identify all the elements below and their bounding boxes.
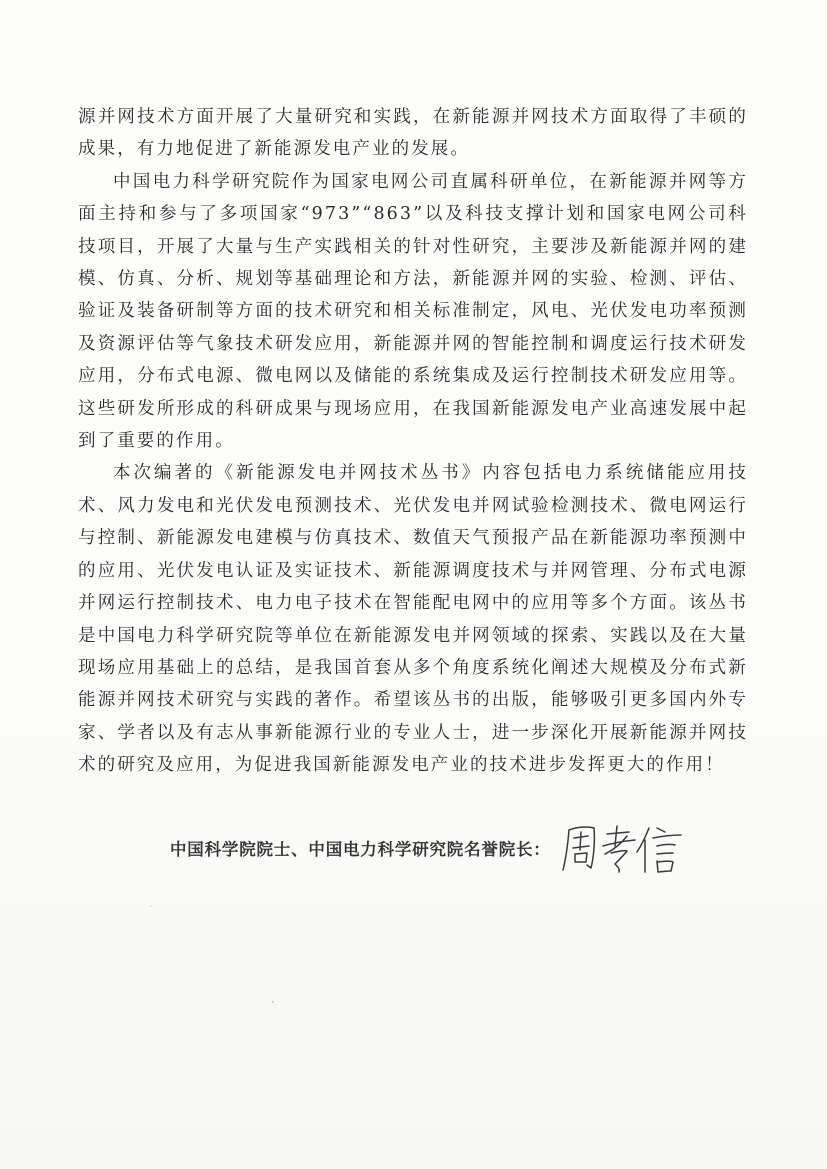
signatory-title: 中国科学院院士、中国电力科学研究院名誉院长： [170, 840, 551, 859]
paragraph-book-series: 本次编著的《新能源发电并网技术丛书》内容包括电力系统储能应用技术、风力发电和光伏发电预测技术、光伏发电并网试验检测技术、微电网运行与控制、新能源发电建模与仿真技术、数值天气预报产品在新能源功率预测中的应用、光伏发电认证及实证技术、新能源调度技术与并网管理、分布式电源并网运行控制技术、电力电子技术在智能配电网中的应用等多个方面。该丛书是中国电力科学研究院等单位在新能源发电并网领域的探索、实践以及在大量现场应用基础上的总结，是我国首套从多个角度系统化阐述大规模及分布式新能源并网技术研究与实践的著作。希望该丛书的出版，能够吸引更多国内外专家、学者以及有志从事新能源行业的专业人士，进一步深化开展新能源并网技术的研究及应用，为促进我国新能源发电产业的技术进步发挥更大的作用！ [78, 463, 748, 776]
paragraph-institute: 中国电力科学研究院作为国家电网公司直属科研单位，在新能源并网等方面主持和参与了多项国家“973”“863”以及科技支撑计划和国家电网公司科技项目，开展了大量与生产实践相关的针对性研究，主要涉及新能源并网的建模、仿真、分析、规划等基础理论和方法，新能源并网的实验、检测、评估、验证及装备研制等方面的技术研究和相关标准制定，风电、光伏发电功率预测及资源评估等气象技术研发应用，新能源并网的智能控制和调度运行技术研发应用，分布式电源、微电网以及储能的系统集成及运行控制技术研发应用等。这些研发所形成的科研成果与现场应用，在我国新能源发电产业高速发展中起到了重要的作用。 [78, 171, 748, 452]
paper-speck [150, 905, 152, 907]
preface-body [78, 101, 748, 782]
paper-speck [272, 1001, 274, 1003]
handwritten-signature [557, 820, 687, 876]
paragraph-continuation: 源并网技术方面开展了大量研究和实践，在新能源并网技术方面取得了丰硕的成果，有力地促进了新能源发电产业的发展。 [78, 107, 748, 160]
signature-block [170, 818, 770, 878]
